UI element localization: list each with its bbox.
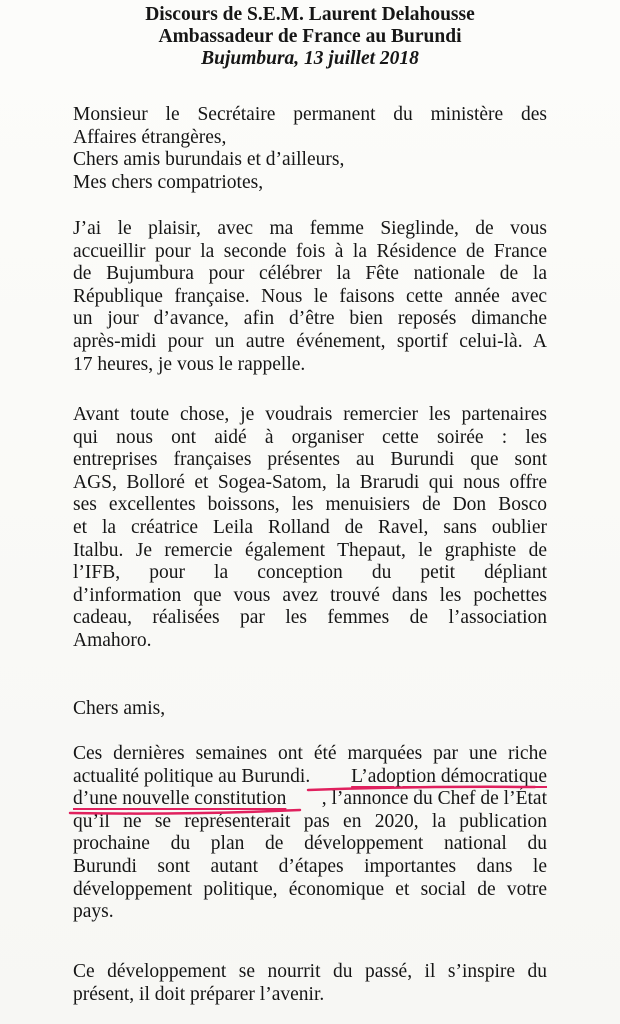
salutation-line: Mes chers compatriotes, xyxy=(73,171,264,193)
paragraph-line: cadeau, réalisées par les femmes de l’association xyxy=(73,607,547,629)
paragraph-line xyxy=(73,766,547,789)
paragraph-line: prochaine du plan de développement national du xyxy=(73,833,547,855)
paragraph-line: un jour d’avance, afin d’être bien reposés dimanche xyxy=(73,308,547,330)
paragraph-line: qu’il ne se représenterait pas en 2020, la publication xyxy=(73,810,547,832)
paragraph-3 xyxy=(73,743,547,924)
paragraph-line: accueillir pour la seconde fois à la Résidence de France xyxy=(73,240,547,262)
header-date: Bujumbura, 13 juillet 2018 xyxy=(201,48,419,69)
paragraph-line: présent, il doit préparer l’avenir. xyxy=(73,983,325,1005)
header-subtitle: Ambassadeur de France au Burundi xyxy=(158,26,462,47)
paragraph-line: après-midi pour un autre événement, sportif celui-là. A xyxy=(73,330,547,352)
paragraph-line: Italbu. Je remercie également Thepaut, le graphiste de xyxy=(73,539,547,561)
paragraph-line: l’IFB, pour la conception du petit dépliant xyxy=(73,562,547,584)
header-title: Discours de S.E.M. Laurent Delahousse xyxy=(145,4,475,25)
paragraph-line: entreprises françaises présentes au Burundi que sont xyxy=(73,449,547,471)
paragraph-line: Ce développement se nourrit du passé, il s’inspire du xyxy=(73,961,547,982)
speech-header xyxy=(0,4,620,70)
paragraph-2 xyxy=(73,404,547,653)
salutation-block xyxy=(73,104,547,194)
greeting-line: Chers amis, xyxy=(73,698,166,719)
salutation-line: Chers amis burundais et d’ailleurs, xyxy=(73,149,345,171)
paragraph-line: pays. xyxy=(73,901,114,923)
paragraph-line-text: actualité politique au Burundi. xyxy=(73,765,316,787)
paragraph-line: ses excellentes boissons, les menuisiers de Don Bosco xyxy=(73,494,547,516)
paragraph-line: 17 heures, je vous le rappelle. xyxy=(73,353,306,375)
paragraph-line: Burundi sont autant d’étapes importantes dans le xyxy=(73,855,547,877)
paragraph-line: J’ai le plaisir, avec ma femme Sieglinde, de vous xyxy=(73,218,547,239)
paragraph-line: AGS, Bolloré et Sogea-Satom, la Brarudi qui nous offre xyxy=(73,471,547,493)
paragraph-1 xyxy=(73,218,547,376)
greeting xyxy=(73,698,547,721)
paragraph-line xyxy=(73,788,547,811)
paragraph-line: Amahoro. xyxy=(73,629,152,651)
salutation-line: Affaires étrangères, xyxy=(73,126,227,148)
paragraph-4 xyxy=(73,961,547,1006)
paragraph-line: de Bujumbura pour célébrer la Fête nationale de la xyxy=(73,263,547,285)
paragraph-line: développement politique, économique et social de votre xyxy=(73,878,547,900)
paragraph-line-text: , l’annonce du Chef de l’État xyxy=(321,788,547,810)
highlighted-phrase: d’une nouvelle constitution xyxy=(73,788,287,810)
paragraph-line: Ces dernières semaines ont été marquées par une riche xyxy=(73,743,547,764)
paragraph-line: d’information que vous avez trouvé dans les pochettes xyxy=(73,584,547,606)
salutation-line: Monsieur le Secrétaire permanent du ministère des xyxy=(73,104,547,125)
paragraph-line: et la créatrice Leila Rolland de Ravel, sans oublier xyxy=(73,516,547,538)
paragraph-line: République française. Nous le faisons cette année avec xyxy=(73,285,547,307)
paragraph-line: qui nous ont aidé à organiser cette soirée : les xyxy=(73,426,547,448)
paragraph-line: Avant toute chose, je voudrais remercier les partenaires xyxy=(73,404,547,425)
highlighted-phrase: L’adoption démocratique xyxy=(351,765,547,787)
